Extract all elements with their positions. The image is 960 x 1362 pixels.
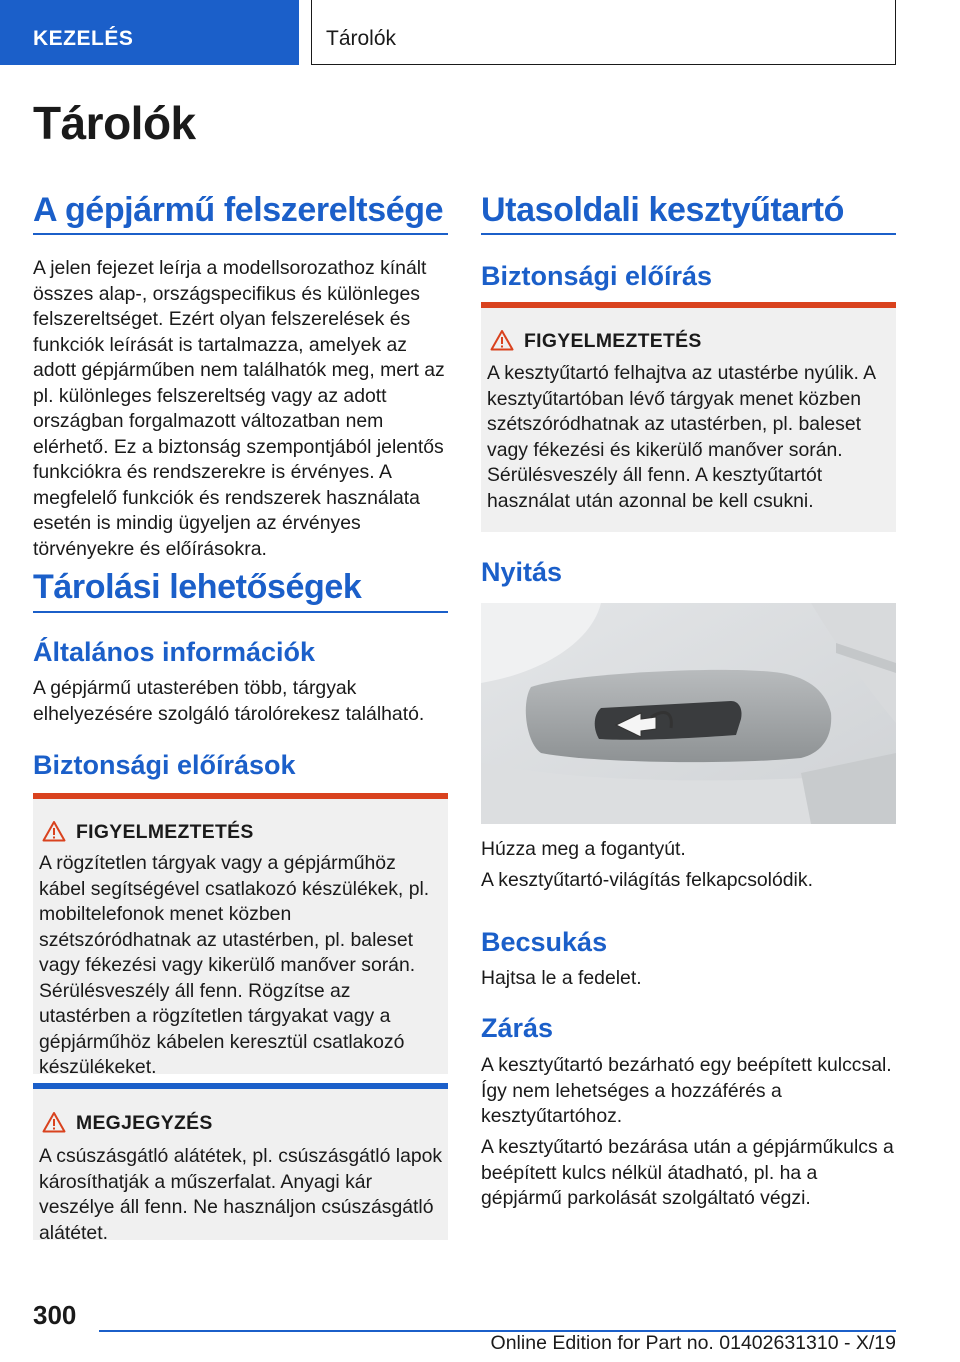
topic-tab: Tárolók [311,0,896,65]
note-callout [33,1083,448,1244]
glovebox-warning-bar [481,302,896,308]
safety-heading-left: Biztonsági előírások [33,750,296,780]
equipment-paragraph: A jelen fejezet leírja a modellsorozathoz kínált összes alap-, országspecifikus és különleges felszereltséget. Ezért olyan felszerelések és funkciók leírását is tartalmazza, amelyek az adott gépjárműben nem találhatók meg, mert az pl. különleges felszereltség vagy az adott országban forgalmazott változatban nem elérhető. Ez a biztonság szempontjából jelentős funkciókra és rendszerekre is érvényes. A megfelelő funkciók és rendszerek használata esetén is mindig ügyeljen az érvényes törvényekre és előírásokra. [33,257,445,560]
chapter-tab: KEZELÉS [0,0,299,65]
warning-triangle-icon [42,820,66,842]
note-text: A csúszásgátló alátétek, pl. csúszásgátló lapok károsíthatják a műszerfalat. Anyagi kár veszélye áll fenn. Ne használjon csúszásgátló alátétet. [39,1145,443,1244]
opening-step-1: Húzza meg a fogantyút. [481,838,686,860]
closing-text: Hajtsa le a fedelet. [481,967,642,989]
general-info-heading: Általános információk [33,637,316,667]
closing-heading: Becsukás [481,927,608,957]
glovebox-handle-image [481,603,896,824]
opening-heading: Nyitás [481,557,563,587]
warning-bar [33,793,448,799]
glovebox-warning-title: FIGYELMEZTETÉS [524,330,702,352]
storage-heading: Tárolási lehetőségek [33,568,362,606]
equipment-heading-rule [33,233,448,235]
note-title: MEGJEGYZÉS [76,1112,213,1134]
page-title: Tárolók [33,97,196,149]
warning-triangle-icon [490,329,514,351]
note-bar [33,1083,448,1089]
warning-callout [33,793,448,1078]
safety-heading-right: Biztonsági előírás [481,261,713,291]
warning-text: A rögzítetlen tárgyak vagy a gépjárműhöz kábel segítségével csatlakozó készülékek, pl. mobiltelefonok menet közben szétszóródhatnak az utastérben, pl. baleset vagy fékezési vagy kikerülő manőver során. Sérülésveszély áll fenn. Rögzítse az utastérben a rögzítetlen tárgyakat vagy a gépjárműhöz kábelen keresztül csatlakozó készülékeket. [39,852,430,1078]
glovebox-warning-callout [481,302,896,532]
glovebox-heading: Utasoldali kesztyűtartó [481,191,845,229]
locking-heading: Zárás [481,1013,554,1043]
locking-text-2: A kesztyűtartó bezárása után a gépjárműkulcs a beépített kulcs nélkül átadható, pl. ha a gépjármű parkolását szolgáltató végzi. [481,1136,894,1209]
storage-heading-rule [33,611,448,613]
caution-triangle-icon [42,1111,66,1133]
opening-step-2: A kesztyűtartó-világítás felkapcsolódik. [481,869,813,891]
locking-text-1: A kesztyűtartó bezárható egy beépített kulccsal. Így nem lehetséges a hozzáférés a kesztyűtartóhoz. [481,1054,892,1127]
edition-text: Online Edition for Part no. 01402631310 - X/19 [490,1332,896,1354]
page-number: 300 [33,1300,77,1330]
general-info-paragraph: A gépjármű utasterében több, tárgyak elhelyezésére szolgáló tárolórekesz található. [33,677,425,725]
equipment-heading: A gépjármű felszereltsége [33,191,444,229]
glovebox-warning-text: A kesztyűtartó felhajtva az utastérbe nyúlik. A kesztyűtartóban lévő tárgyak menet közben szétszóródhatnak az utastérben, pl. baleset vagy fékezési és kikerülő manőver során. Sérülésveszély áll fenn. A kesztyűtartót használat után azonnal be kell csukni. [487,362,876,512]
glovebox-heading-rule [481,233,896,235]
warning-title: FIGYELMEZTETÉS [76,821,254,843]
